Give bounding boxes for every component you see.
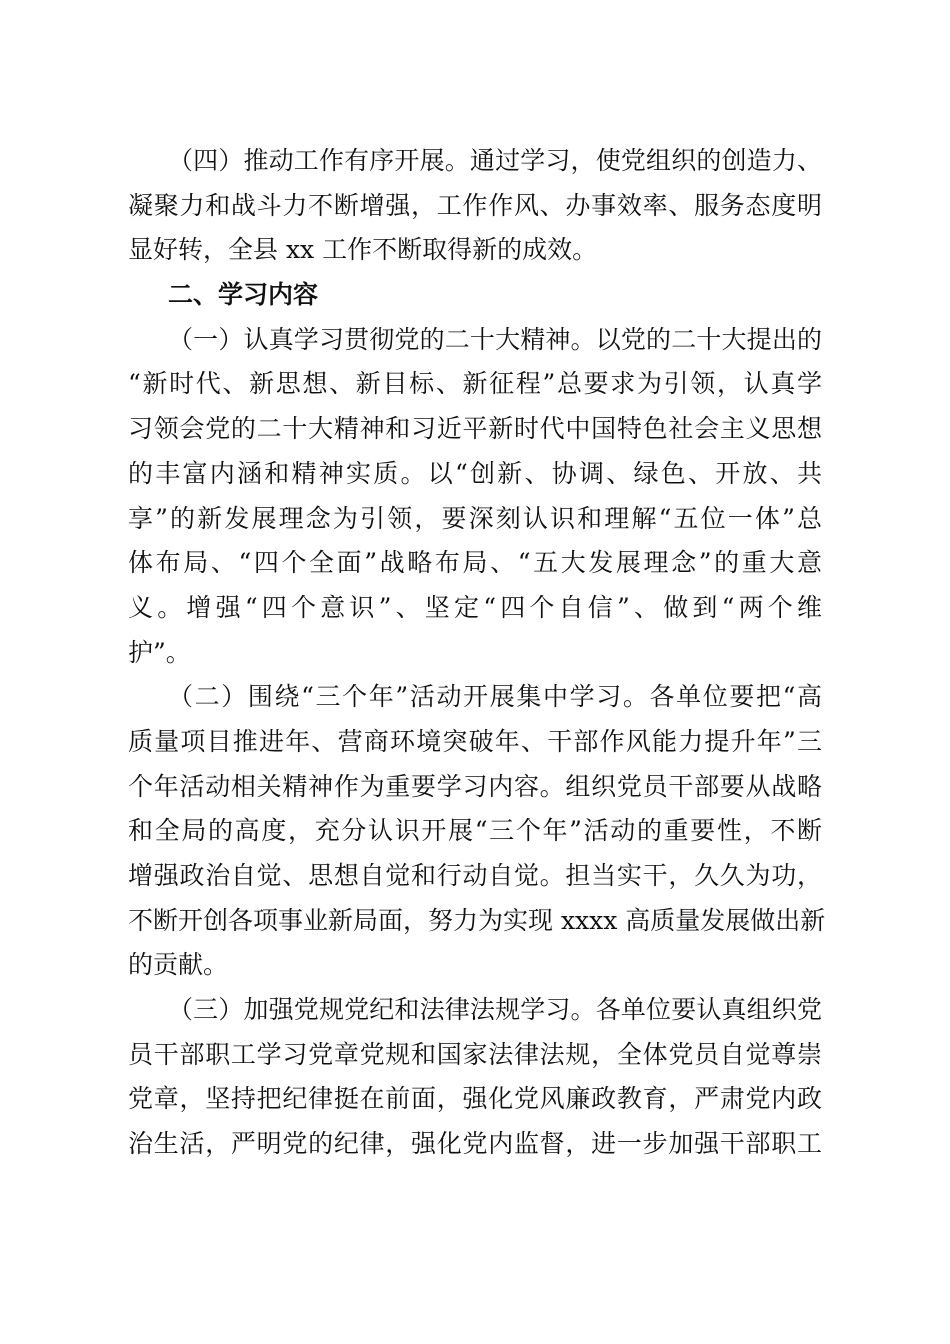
text-line: “新时代、新思想、新目标、新征程”总要求为引领，认真学 — [128, 369, 822, 399]
text-line: 个年活动相关精神作为重要学习内容。组织党员干部要从战略 — [128, 771, 822, 801]
paragraph — [128, 139, 822, 273]
text-line: 质量项目推进年、营商环境突破年、干部作风能力提升年”三 — [128, 726, 822, 756]
text-line: （一）认真学习贯彻党的二十大精神。以党的二十大提出的 — [168, 324, 822, 354]
text-line: 不断开创各项事业新局面，努力为实现 xxxx 高质量发展做出新 — [128, 905, 826, 935]
text-line: 增强政治自觉、思想自觉和行动自觉。担当实干，久久为功， — [128, 861, 822, 890]
text-line: 二、学习内容 — [168, 280, 319, 310]
paragraph — [128, 988, 822, 1167]
text-line: 体布局、“四个全面”战略布局、“五大发展理念”的重大意 — [128, 548, 822, 578]
paragraph — [128, 675, 826, 988]
text-line: （二）围绕“三个年”活动开展集中学习。各单位要把“高 — [168, 682, 822, 712]
text-line: （四）推动工作有序开展。通过学习，使党组织的创造力、 — [168, 146, 822, 175]
text-line: 凝聚力和战斗力不断增强，工作作风、办事效率、服务态度明 — [128, 190, 822, 220]
text-line: 义。增强“四个意识”、坚定“四个自信”、做到“两个维 — [128, 592, 822, 622]
text-line: 党章，坚持把纪律挺在前面，强化党风廉政教育，严肃党内政 — [128, 1084, 822, 1114]
text-line: 的丰富内涵和精神实质。以“创新、协调、绿色、开放、共 — [128, 458, 822, 488]
document-page — [128, 139, 826, 1167]
paragraph — [128, 318, 822, 676]
text-line: 治生活，严明党的纪律，强化党内监督，进一步加强干部职工 — [128, 1129, 822, 1159]
text-line: 习领会党的二十大精神和习近平新时代中国特色社会主义思想 — [128, 414, 822, 444]
text-line: 显好转，全县 xx 工作不断取得新的成效。 — [128, 235, 598, 265]
text-line: 享”的新发展理念为引领，要深刻认识和理解“五位一体”总 — [128, 503, 822, 533]
text-line: 员干部职工学习党章党规和国家法律法规，全体党员自觉尊崇 — [128, 1039, 822, 1069]
text-line: （三）加强党规党纪和法律法规学习。各单位要认真组织党 — [168, 995, 822, 1025]
text-line: 护”。 — [128, 637, 191, 667]
section-heading — [128, 273, 822, 318]
text-line: 的贡献。 — [128, 950, 229, 980]
text-line: 和全局的高度，充分认识开展“三个年”活动的重要性，不断 — [128, 816, 822, 846]
